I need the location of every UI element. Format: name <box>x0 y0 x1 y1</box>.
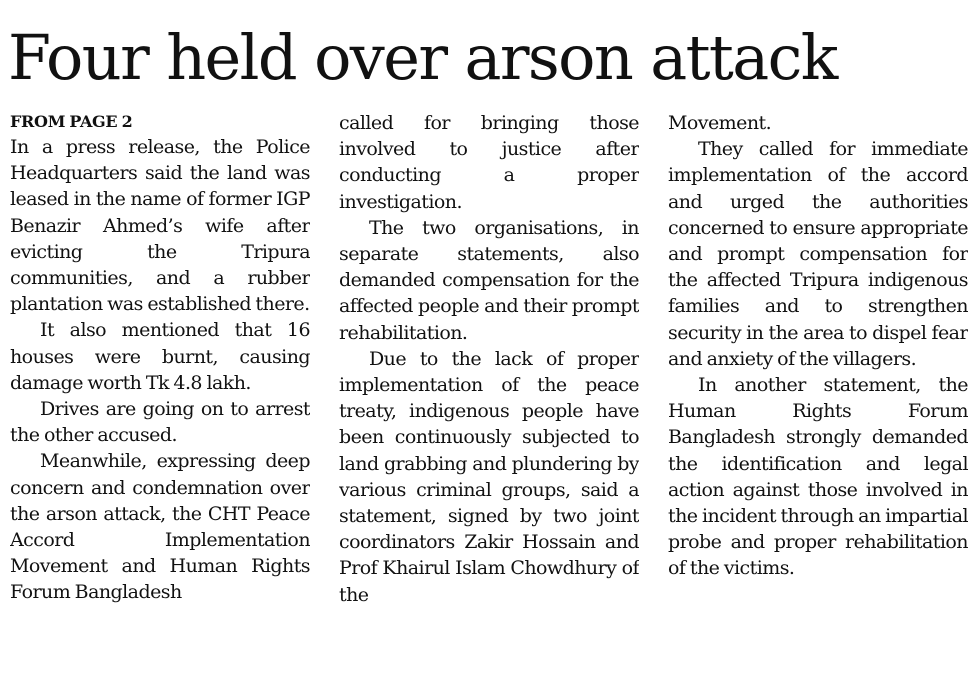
column-2 <box>339 110 639 666</box>
paragraph: In another statement, the Human Rights Forum Bangladesh strongly demanded the identification and legal action against those involved in the incident through an impartial probe and proper rehabilitation of the victims. <box>668 374 968 580</box>
paragraph: In a press release, the Police Headquarters said the land was leased in the name of former IGP Benazir Ahmed’s wife after evicting the Tripura communities, and a rubber plantation was established there. <box>10 136 310 316</box>
article-body <box>10 110 968 666</box>
paragraph: Meanwhile, expressing deep concern and condemnation over the arson attack, the CHT Peace Accord Implementation Movement and Human Rights Forum Bangladesh <box>10 450 310 604</box>
column-1 <box>10 110 310 666</box>
paragraph-continued: Movement. <box>668 112 772 134</box>
paragraph: Drives are going on to arrest the other accused. <box>10 398 310 447</box>
kicker: FROM PAGE 2 <box>10 112 133 131</box>
paragraph: They called for immediate implementation of the accord and urged the authorities concerned to ensure appropriate and prompt compensation for the affected Tripura indigenous families and to strengthen security in the area to dispel fear and anxiety of the villagers. <box>668 138 968 370</box>
paragraph-continued: called for bringing those involved to justice after conducting a proper investigation. <box>339 112 639 213</box>
paragraph: It also mentioned that 16 houses were burnt, causing damage worth Tk 4.8 lakh. <box>10 319 310 394</box>
column-3 <box>668 110 968 666</box>
paragraph: The two organisations, in separate statements, also demanded compensation for the affected people and their prompt rehabilitation. <box>339 216 639 344</box>
headline: Four held over arson attack <box>8 21 837 94</box>
paragraph: Due to the lack of proper implementation of the peace treaty, indigenous people have been continuously subjected to land grabbing and plundering by various criminal groups, said a statement, signed by two joint coordinators Zakir Hossain and Prof Khairul Islam Chowdhury of the <box>339 347 639 606</box>
